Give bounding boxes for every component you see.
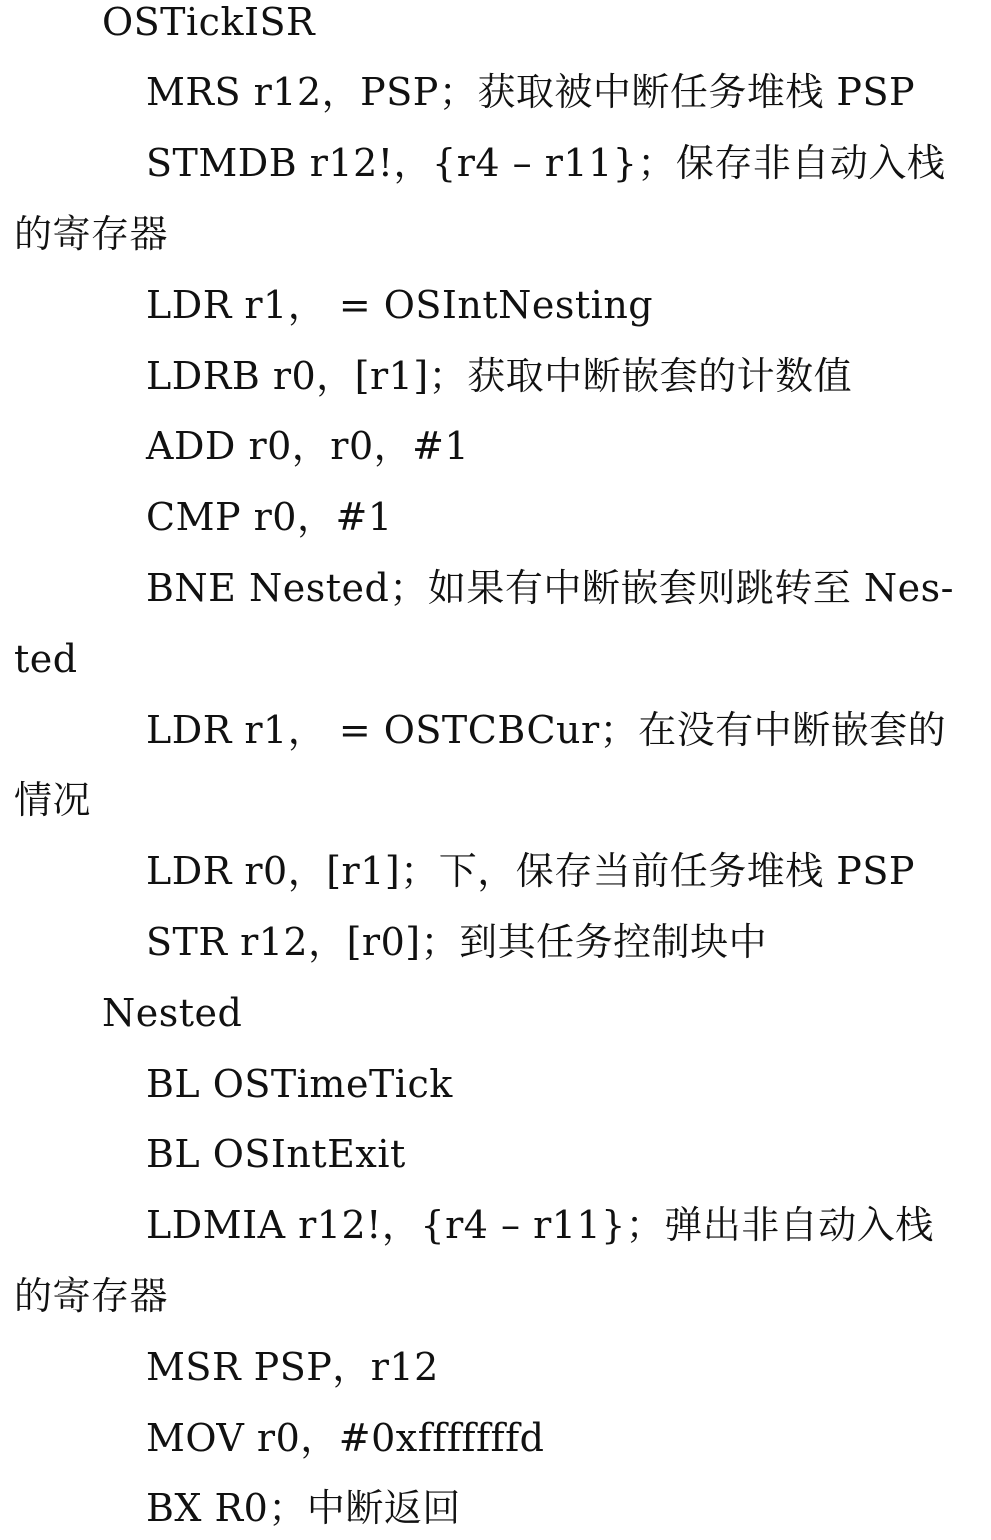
code-line-msr: MSR PSP，r12 xyxy=(146,1345,439,1389)
code-line-ldrb: LDRB r0，[r1]；获取中断嵌套的计数值 xyxy=(146,354,853,398)
code-line-bl-intexit: BL OSIntExit xyxy=(146,1132,406,1176)
code-line-mrs: MRS r12，PSP；获取被中断任务堆栈 PSP xyxy=(146,70,916,114)
code-line-ldmia: LDMIA r12!，{r4 – r11}；弹出非自动入栈 xyxy=(146,1203,934,1247)
code-line-wrap: 情况 xyxy=(14,778,92,822)
code-label-ostickisr: OSTickISR xyxy=(102,0,316,44)
code-line-bx: BX R0；中断返回 xyxy=(146,1486,461,1530)
code-line-wrap: 的寄存器 xyxy=(14,1274,169,1318)
code-line-ldr-tcbcur: LDR r1， = OSTCBCur；在没有中断嵌套的 xyxy=(146,708,947,752)
code-line-wrap: 的寄存器 xyxy=(14,212,169,256)
code-line-str: STR r12，[r0]；到其任务控制块中 xyxy=(146,920,768,964)
code-line-ldr-r0: LDR r0，[r1]；下，保存当前任务堆栈 PSP xyxy=(146,849,915,893)
code-line-bne: BNE Nested；如果有中断嵌套则跳转至 Nes- xyxy=(146,566,954,610)
code-line-cmp: CMP r0，#1 xyxy=(146,495,393,539)
code-line-ldr-nesting: LDR r1， = OSIntNesting xyxy=(146,283,654,327)
code-line-bl-timetick: BL OSTimeTick xyxy=(146,1062,453,1106)
code-label-nested: Nested xyxy=(102,991,243,1035)
code-line-mov: MOV r0，#0xfffffffd xyxy=(146,1416,545,1460)
code-line-wrap: ted xyxy=(14,637,78,681)
code-line-add: ADD r0，r0，#1 xyxy=(146,424,470,468)
code-line-stmdb: STMDB r12!，{r4 – r11}；保存非自动入栈 xyxy=(146,141,946,185)
